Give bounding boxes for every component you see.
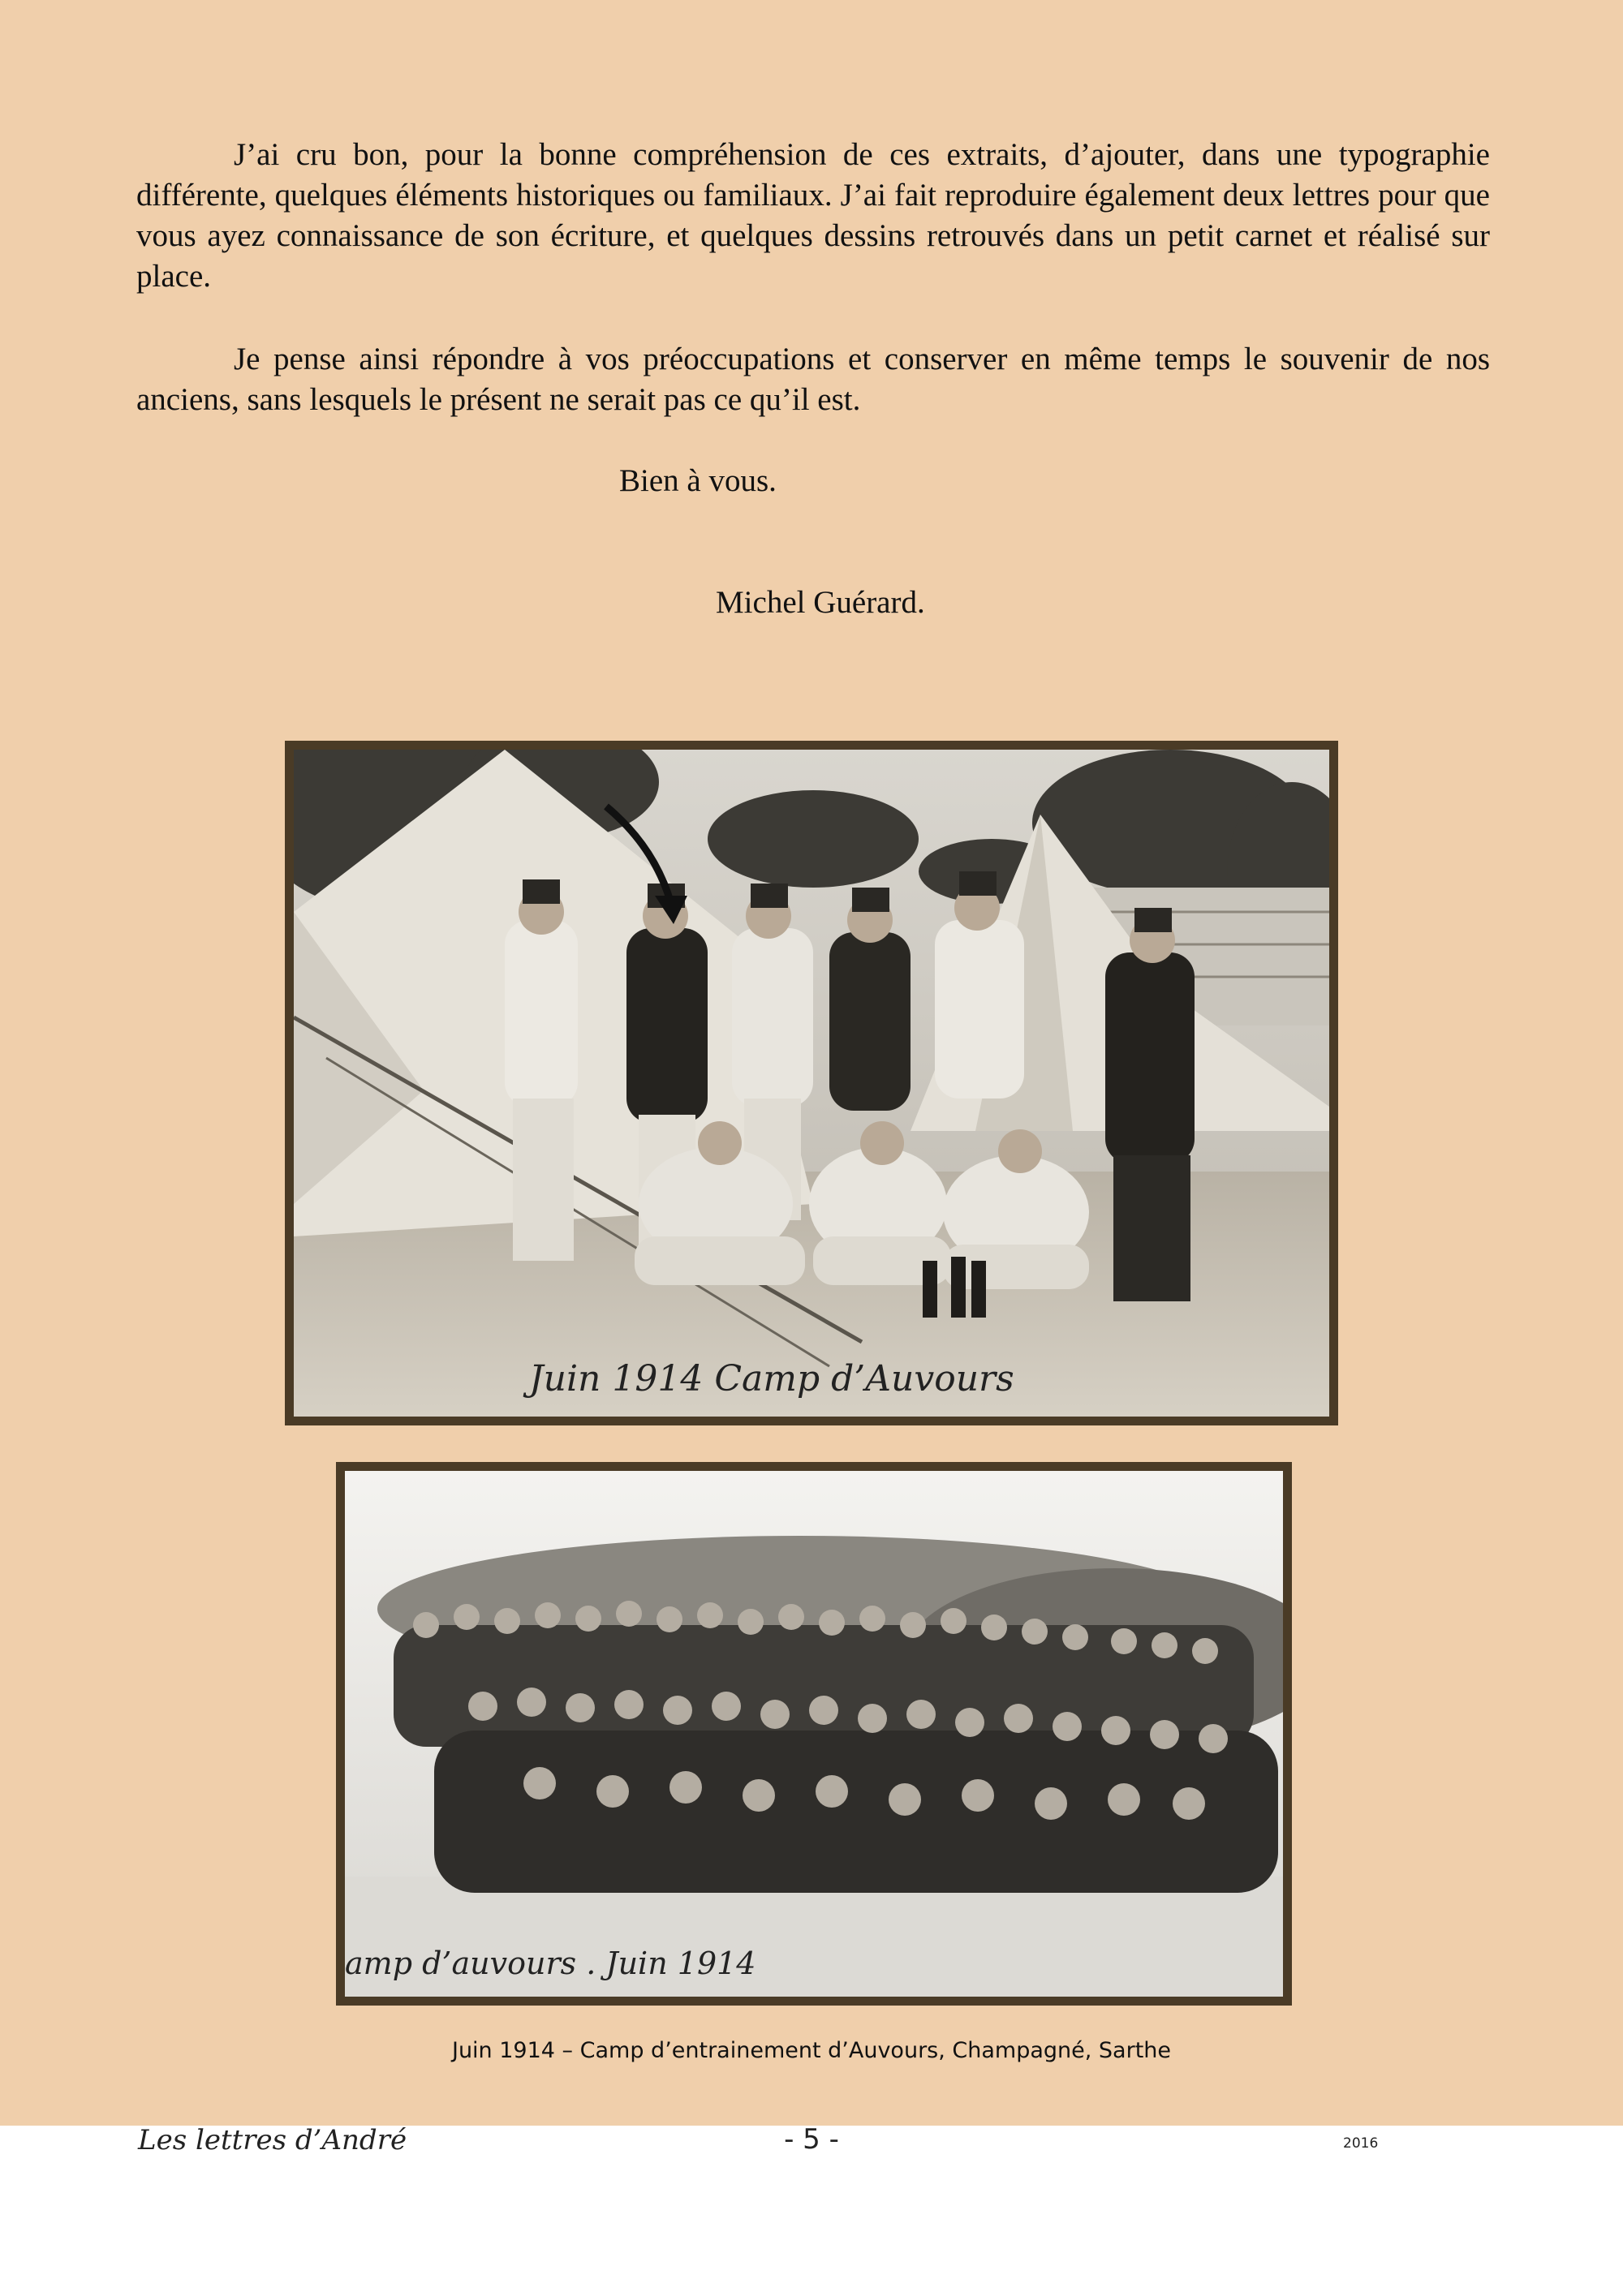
footer-year: 2016 xyxy=(1343,2135,1379,2152)
footer-title: Les lettres d’André xyxy=(138,2124,407,2156)
photo-tents-inscription: Juin 1914 Camp d’Auvours xyxy=(529,1358,1014,1400)
photo-group-image xyxy=(345,1471,1283,1997)
page-number: - 5 - xyxy=(784,2123,839,2156)
closing-line: Bien à vous. xyxy=(619,463,777,498)
photo-tents-image xyxy=(294,750,1329,1417)
paragraph-intro xyxy=(136,135,1490,297)
paragraph-intro-text: J’ai cru bon, pour la bonne compréhension de ces extraits, d’ajouter, dans une typographie différente, quelques éléments historiques ou familiaux. J’ai fait reproduire également deux lettres pour que vous ayez connaissance de son écriture, et quelques dessins retrouvés dans un petit carnet et réalisé sur place. xyxy=(136,137,1490,294)
signature: Michel Guérard. xyxy=(716,585,925,620)
photo-caption: Juin 1914 – Camp d’entrainement d’Auvours, Champagné, Sarthe xyxy=(451,2038,1172,2063)
paragraph-memory xyxy=(136,339,1490,420)
photo-tents-group xyxy=(285,741,1338,1425)
paragraph-memory-text: Je pense ainsi répondre à vos préoccupations et conserver en même temps le souvenir de nos anciens, sans lesquels le présent ne serait pas ce qu’il est. xyxy=(136,342,1490,417)
photo-group-inscription: amp d’auvours . Juin 1914 xyxy=(345,1946,756,1981)
photo-group-soldiers xyxy=(336,1462,1292,2006)
